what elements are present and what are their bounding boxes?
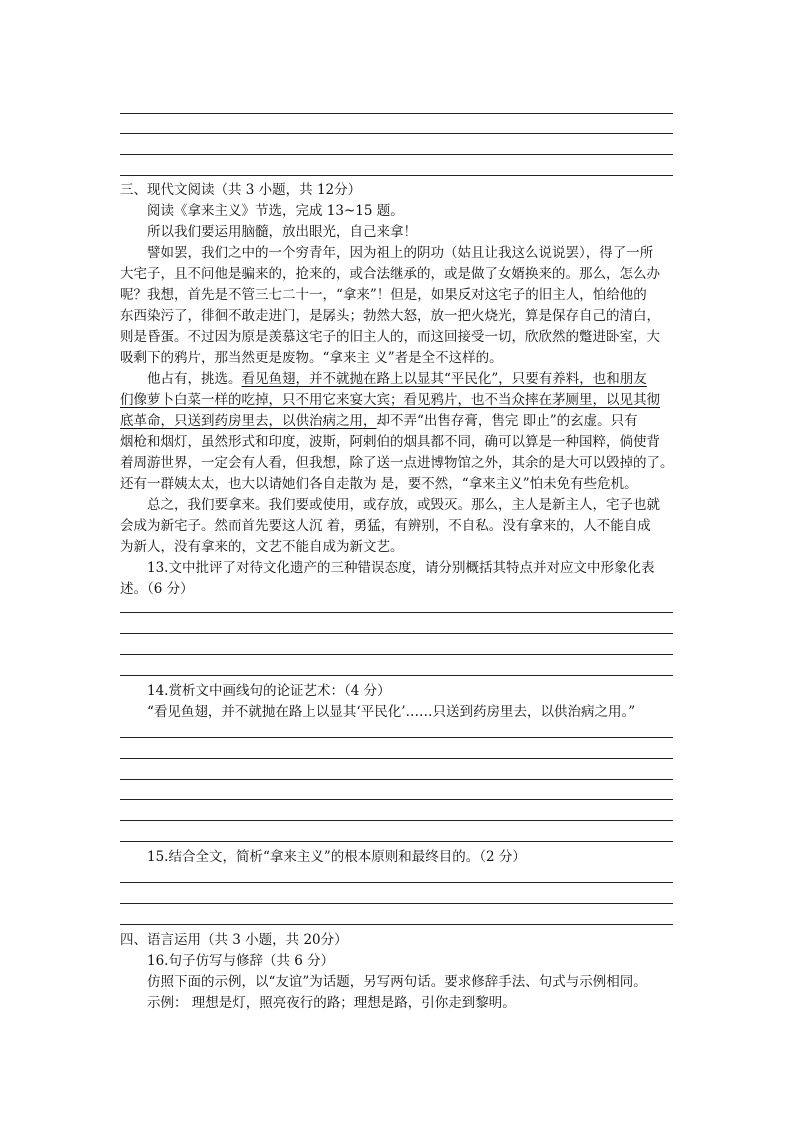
underlined-sentence: 看见鱼翅，并不就抛在路上以显其“平民化”，只要有养料，也和朋友 <box>241 371 647 387</box>
passage-line: 为新人，没有拿来的，文艺不能自成为新文艺。 <box>120 539 404 555</box>
answer-line <box>120 779 673 780</box>
answer-line <box>120 737 673 738</box>
question-14: 14.赏析文中画线句的论证艺术：（4 分） <box>147 683 391 699</box>
passage-line <box>147 369 647 389</box>
answer-line <box>120 882 673 883</box>
passage-line: 大宅子，且不问他是骗来的，抢来的，或合法继承的，或是做了女婿换来的。那么，怎么办 <box>120 266 660 282</box>
answer-line <box>120 841 673 842</box>
reading-intro: 阅读《拿来主义》节选，完成 13~15 题。 <box>147 203 404 219</box>
passage-line: 还有一群姨太太，也大以请她们各自走散为 是，要不然，“拿来主义”怕未免有些危机。 <box>120 476 638 492</box>
answer-line <box>120 799 673 800</box>
passage-line: 呢？我想，首先是不管三七二十一，“拿来”！但是，如果反对这宅子的旧主人，怕给他的 <box>120 287 647 303</box>
answer-line <box>120 654 673 655</box>
passage-line <box>120 411 638 431</box>
section-heading: 三、现代文阅读（共 3 小题，共 12分） <box>120 182 362 198</box>
answer-line <box>120 612 673 613</box>
question-14-quote: “看见鱼翅，并不就抛在路上以显其‘平民化’……只送到药房里去，以供治病之用。” <box>147 704 636 720</box>
underlined-sentence: 们像萝卜白菜一样的吃掉，只不用它来宴大宾；看见鸦片，也不当众摔在茅厕里，以见其彻 <box>120 392 660 408</box>
underlined-sentence: 底革命，只送到药房里去，以供治病之用， <box>120 413 377 429</box>
passage-line: 吸剩下的鸦片，那当然更是废物。“拿来主 义”者是全不这样的。 <box>120 350 503 366</box>
answer-line <box>120 633 673 634</box>
answer-line <box>120 113 673 114</box>
answer-line <box>120 758 673 759</box>
answer-line <box>120 903 673 904</box>
answer-line <box>120 675 673 676</box>
question-16-instruction: 仿照下面的示例，以“友谊”为话题，另写两句话。要求修辞手法、句式与示例相同。 <box>147 974 647 990</box>
question-16-example: 示例： 理想是灯，照亮夜行的路；理想是路，引你走到黎明。 <box>147 995 516 1011</box>
section-heading: 四、语言运用（共 3 小题，共 20分） <box>120 932 348 948</box>
passage-line: 烟枪和烟灯，虽然形式和印度，波斯，阿剌伯的烟具都不同，确可以算是一种国粹，倘使背 <box>120 434 660 450</box>
answer-line <box>120 820 673 821</box>
passage-line: 会成为新宅子。然而首先要这人沉 着，勇猛，有辨别，不自私。没有拿来的，人不能自成 <box>120 518 651 534</box>
answer-line <box>120 924 673 925</box>
passage-line: 着周游世界，一定会有人看，但我想，除了送一点进博物馆之外，其余的是大可以毁掉的了。 <box>120 455 674 471</box>
passage-line: 则是昏蛋。不过因为原是羡慕这宅子的旧主人的，而这回接受一切，欣欣然的蹩进卧室，大 <box>120 329 660 345</box>
question-13-cont: 述。（6 分） <box>120 581 194 597</box>
answer-line <box>120 154 673 155</box>
question-16-title: 16.句子仿写与修辞（共 6 分） <box>147 953 335 969</box>
passage-line: 东西染污了，徘徊不敢走进门，是孱头；勃然大怒，放一把火烧光，算是保存自己的清白， <box>120 308 660 324</box>
passage-line: 譬如罢，我们之中的一个穷青年，因为祖上的阴功（姑且让我这么说说罢），得了一所 <box>147 245 654 261</box>
passage-line <box>120 390 660 410</box>
question-13: 13.文中批评了对待文化遗产的三种错误态度，请分别概括其特点并对应文中形象化表 <box>147 560 655 576</box>
answer-line <box>120 175 673 176</box>
passage-text: 却不弄“出售存膏，售完 即止”的玄虚。只有 <box>376 413 638 429</box>
question-15: 15.结合全文，简析“拿来主义”的根本原则和最终目的。（2 分） <box>147 849 526 865</box>
answer-line <box>120 133 673 134</box>
passage-text: 他占有，挑选。 <box>147 371 242 387</box>
passage-line: 所以我们要运用脑髓，放出眼光，自己来拿！ <box>147 224 417 240</box>
passage-line: 总之，我们要拿来。我们要或使用，或存放，或毁灭。那么，主人是新主人，宅子也就 <box>147 497 660 513</box>
